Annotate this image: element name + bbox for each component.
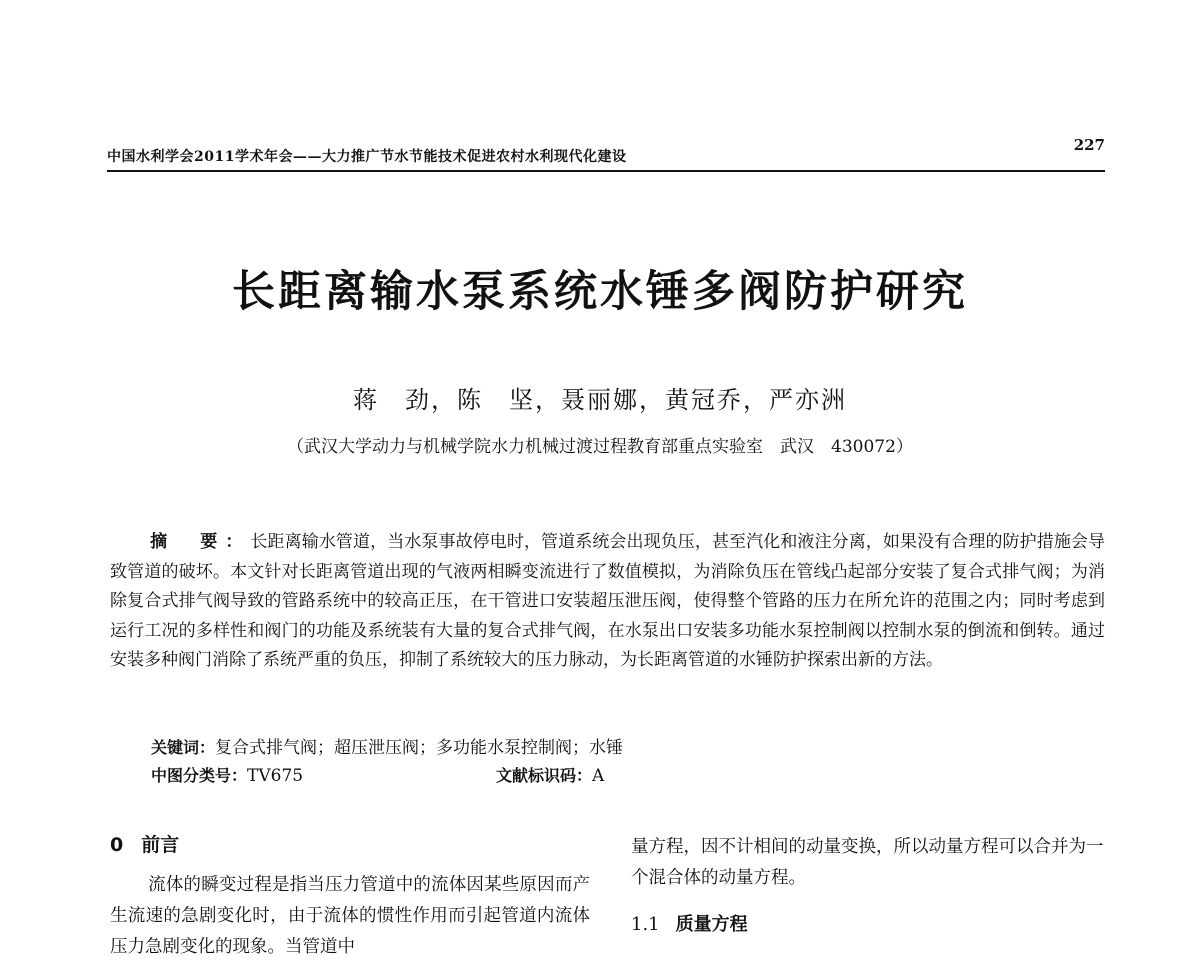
subsection-heading	[631, 910, 748, 936]
section-number: 0	[110, 834, 124, 856]
paper-title: 长距离输水泵系统水锤多阀防护研究	[232, 267, 968, 317]
running-head	[107, 132, 1105, 172]
subsection-title: 质量方程	[675, 914, 748, 935]
left-column-text	[110, 870, 590, 963]
running-head-text: 中国水利学会2011学术年会——大力推广节水节能技术促进农村水利现代化建设	[107, 149, 627, 165]
abstract-text: 长距离输水管道，当水泵事故停电时，管道系统会出现负压，甚至汽化和液注分离，如果没有合理的防护措施会导致管道的破坏。本文针对长距离管道出现的气液两相瞬变流进行了数值模拟，为消除负压在管线凸起部分安装了复合式排气阀；为消除复合式排气阀导致的管路系统中的较高正压，在干管进口安装超压泄压阀，使得整个管路的压力在所允许的范围之内；同时考虑到运行工况的多样性和阀门的功能及系统装有大量的复合式排气阀，在水泵出口安装多功能水泵控制阀以控制水泵的倒流和倒转。通过安装多种阀门消除了系统严重的负压，抑制了系统较大的压力脉动，为长距离管道的水锤防护探索出新的方法。	[110, 532, 1106, 670]
doc-code-value: A	[592, 766, 605, 786]
keywords	[151, 733, 623, 758]
document-code	[496, 763, 604, 786]
keywords-text: 复合式排气阀；超压泄压阀；多功能水泵控制阀；水锤	[215, 738, 624, 758]
doc-code-label: 文献标识码：	[496, 766, 593, 785]
affiliation: （武汉大学动力与机械学院水力机械过渡过程教育部重点实验室 武汉 430072）	[287, 437, 913, 457]
author-list: 蒋 劲，陈 坚，聂丽娜，黄冠乔，严亦洲	[353, 386, 847, 414]
section-title: 前言	[141, 834, 180, 856]
page-number: 227	[1073, 136, 1105, 154]
classification-label: 中图分类号：	[151, 766, 248, 785]
section-heading	[110, 830, 179, 857]
classification-value: TV675	[247, 766, 304, 786]
subsection-number: 1.1	[631, 914, 660, 935]
abstract	[110, 528, 1105, 676]
right-column-text: 量方程，因不计相间的动量变换，所以动量方程可以合并为一个混合体的动量方程。	[631, 837, 1104, 888]
intro-paragraph: 流体的瞬变过程是指当压力管道中的流体因某些原因而产生流速的急剧变化时，由于流体的惯性作用而引起管道内流体压力急剧变化的现象。当管道中	[110, 875, 590, 957]
keywords-label: 关键词：	[151, 738, 216, 757]
abstract-label: 摘 要：	[150, 532, 251, 552]
classification-number	[151, 763, 303, 786]
